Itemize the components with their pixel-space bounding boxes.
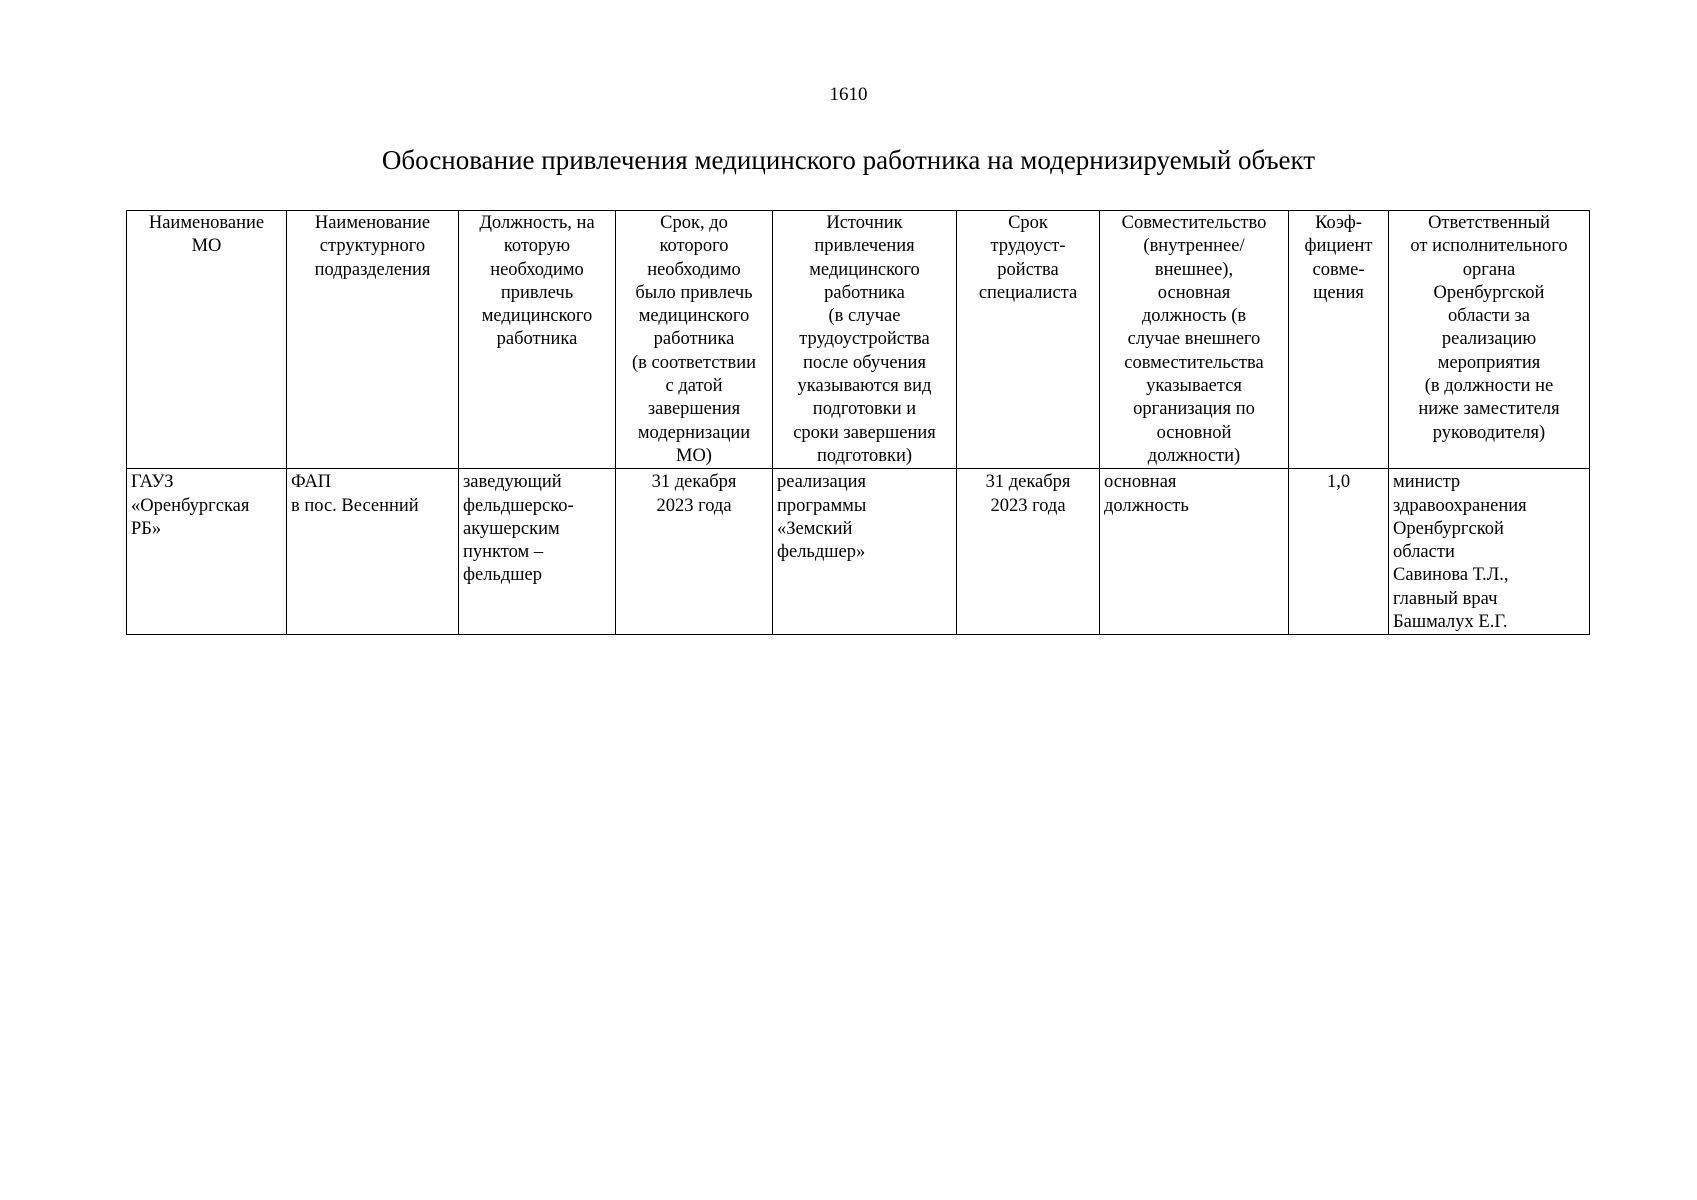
cell-deadline: 31 декабря 2023 года xyxy=(616,469,773,635)
header-position: Должность, на которую необходимо привлечь медицинского работника xyxy=(459,211,616,469)
document-title: Обоснование привлечения медицинского работника на модернизируемый объект xyxy=(381,145,1316,175)
header-deadline: Срок, до которого необходимо было привлечь медицинского работника (в соответствии с датой завершения модернизации МО) xyxy=(616,211,773,469)
justification-table xyxy=(126,210,1590,635)
cell-coefficient: 1,0 xyxy=(1289,469,1389,635)
header-responsible: Ответственный от исполнительного органа Оренбургской области за реализацию мероприятия (в должности не ниже заместителя руководителя) xyxy=(1389,211,1590,469)
header-structural-unit: Наименование структурного подразделения xyxy=(287,211,459,469)
page-number: 1610 xyxy=(829,84,868,105)
header-source: Источник привлечения медицинского работника (в случае трудоустройства после обучения указываются вид подготовки и сроки завершения подготовки) xyxy=(773,211,957,469)
cell-responsible: министр здравоохранения Оренбургской области Савинова Т.Л., главный врач Башмалух Е.Г. xyxy=(1389,469,1590,635)
header-employment-date: Срок трудоуст- ройства специалиста xyxy=(957,211,1100,469)
table-row xyxy=(127,469,1590,635)
cell-source: реализация программы «Земский фельдшер» xyxy=(773,469,957,635)
header-mo-name: Наименование МО xyxy=(127,211,287,469)
cell-employment-date: 31 декабря 2023 года xyxy=(957,469,1100,635)
cell-mo-name: ГАУЗ «Оренбургская РБ» xyxy=(127,469,287,635)
header-part-time: Совместительство (внутреннее/ внешнее), основная должность (в случае внешнего совместительства указывается организация по основной должности) xyxy=(1100,211,1289,469)
table-header-row xyxy=(127,211,1590,469)
cell-position: заведующий фельдшерско- акушерским пунктом – фельдшер xyxy=(459,469,616,635)
cell-structural-unit: ФАП в пос. Весенний xyxy=(287,469,459,635)
cell-part-time: основная должность xyxy=(1100,469,1289,635)
header-coefficient: Коэф- фициент совме- щения xyxy=(1289,211,1389,469)
